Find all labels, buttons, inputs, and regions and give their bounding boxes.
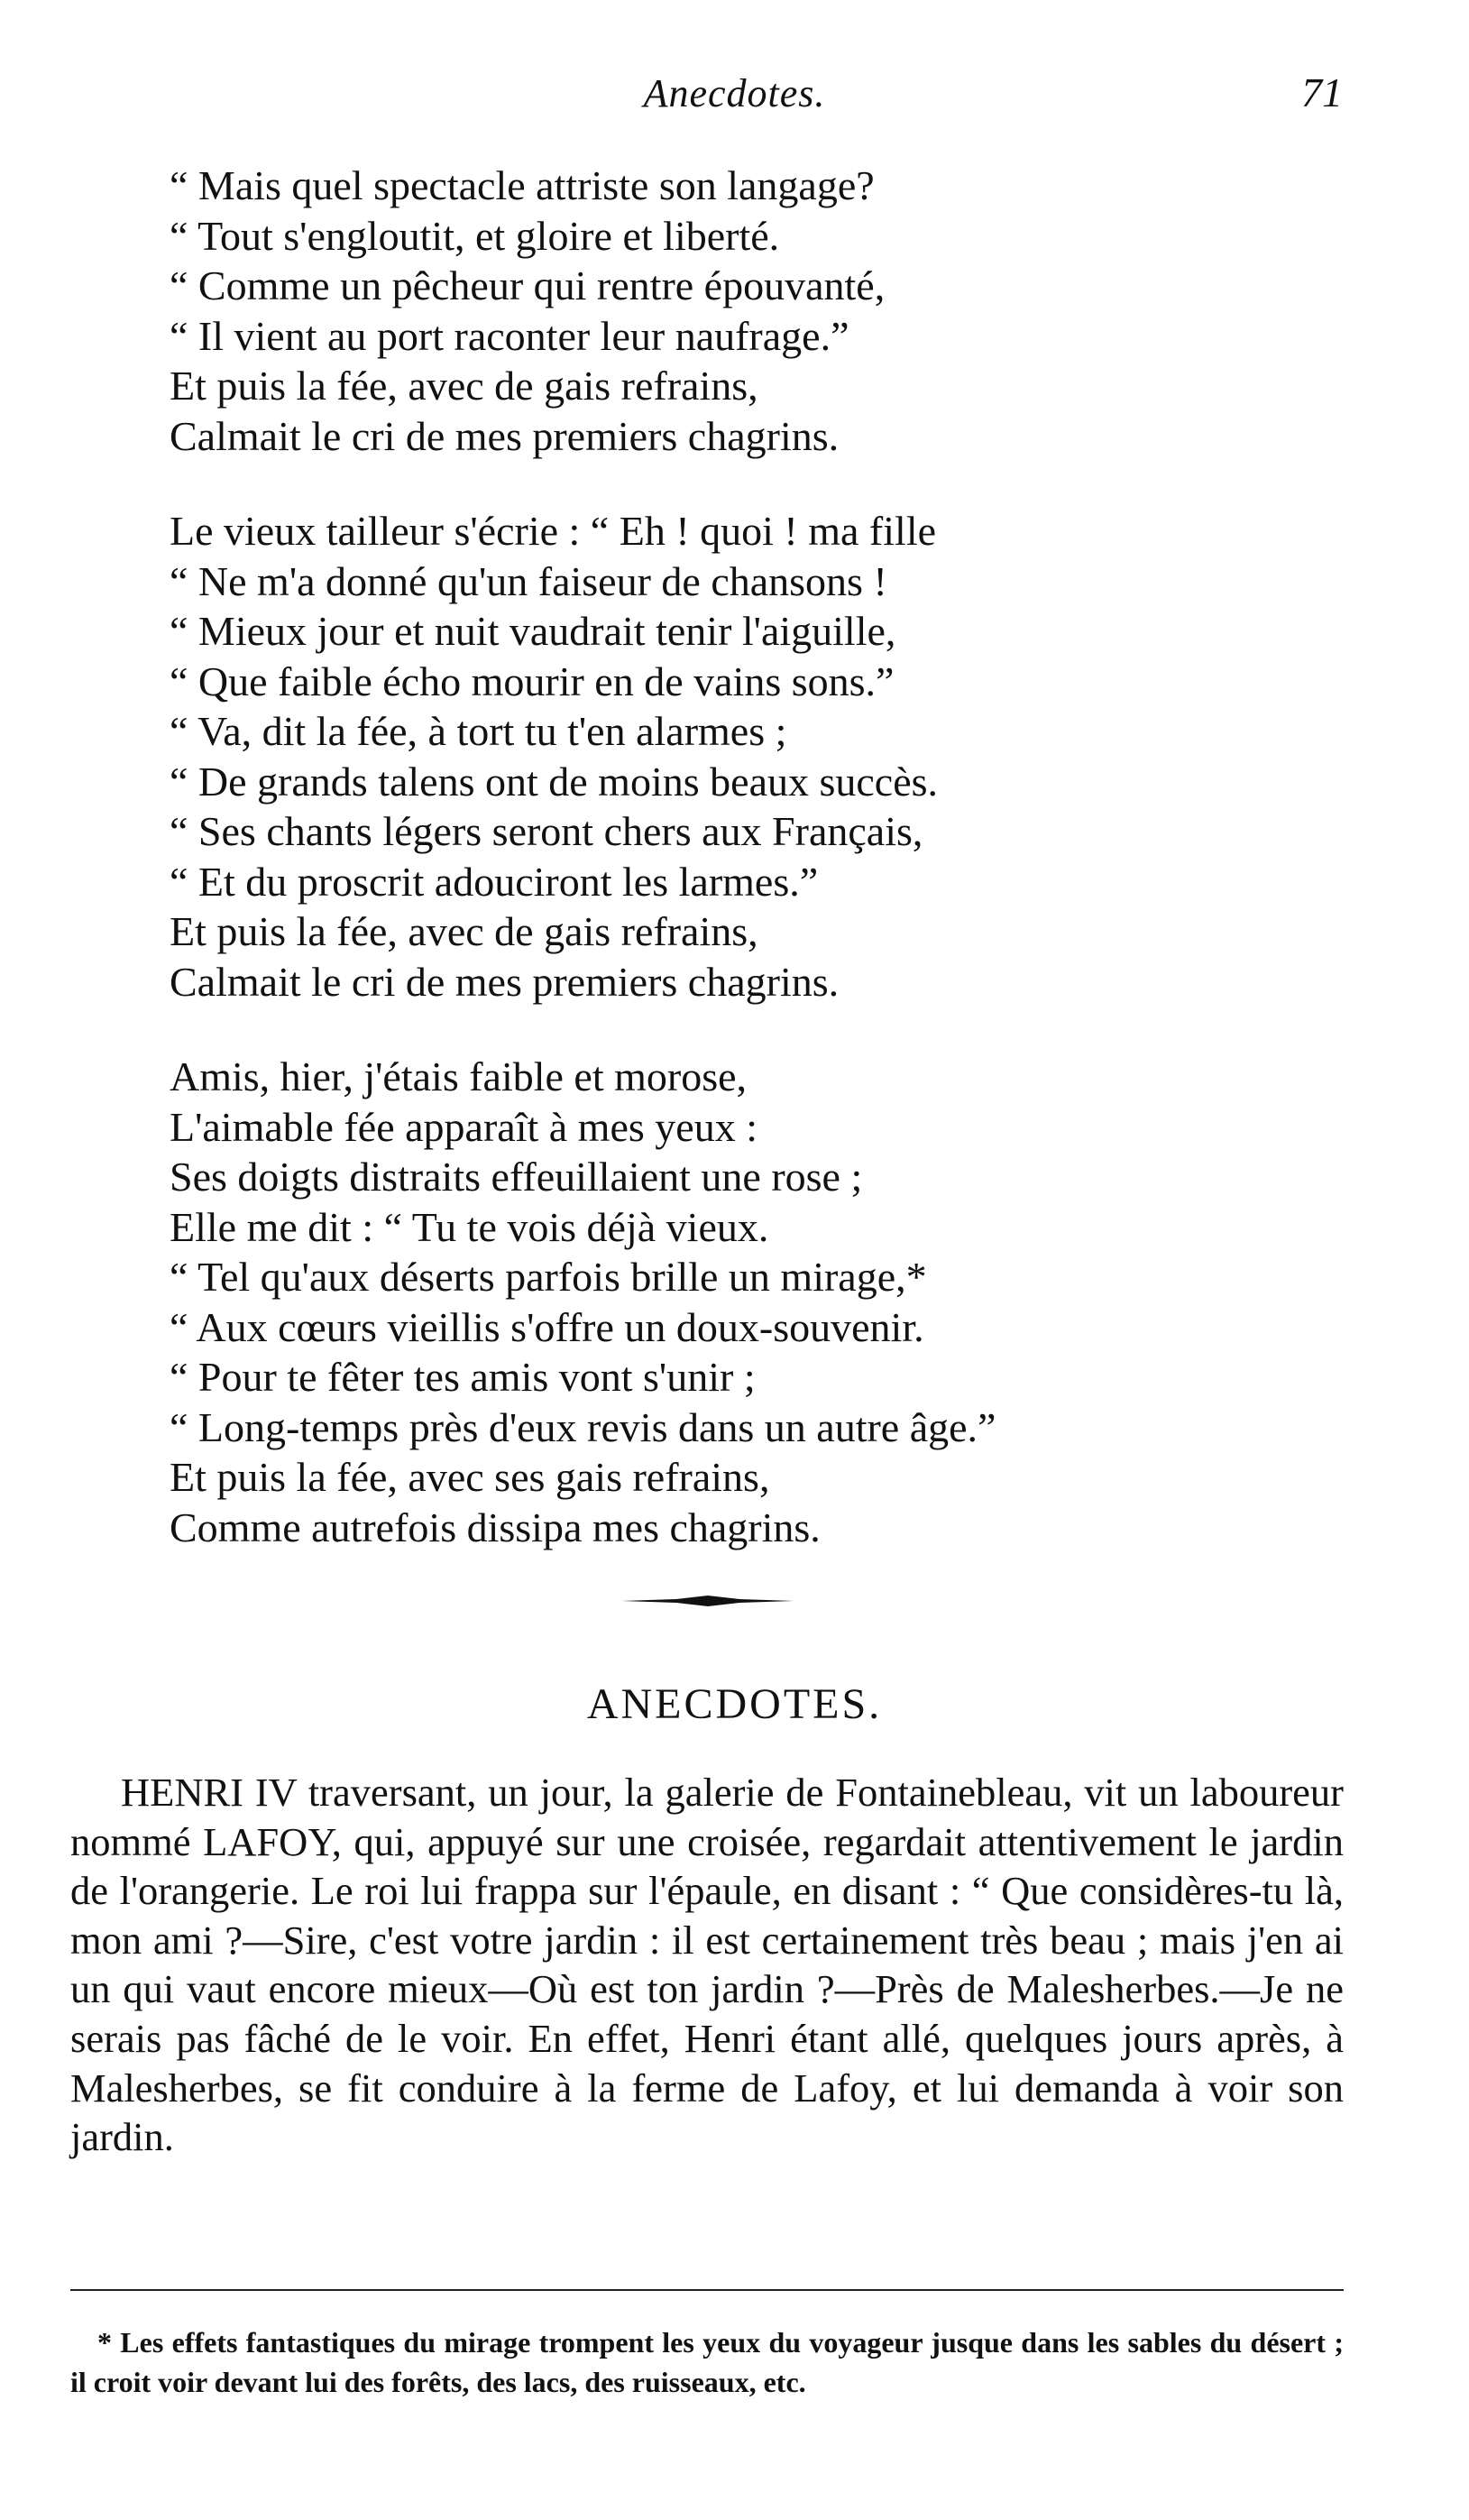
verse-line: “ De grands talens ont de moins beaux succès. [170,758,939,805]
verse-line: Et puis la fée, avec ses gais refrains, [170,1454,770,1500]
verse-line: “ Ses chants légers seront chers aux Français, [170,808,923,854]
verse-line: “ Que faible écho mourir en de vains sons.” [170,658,895,704]
verse-line: Et puis la fée, avec de gais refrains, [170,363,758,409]
verse-line: Calmait le cri de mes premiers chagrins. [170,412,840,459]
verse-line: “ Ne m'a donné qu'un faiseur de chansons ! [170,557,887,604]
verse-line: “ Long-temps près d'eux revis dans un autre âge.” [170,1403,996,1450]
verse-line: “ Va, dit la fée, à tort tu t'en alarmes ; [170,708,787,754]
verse-line: Le vieux tailleur s'écrie : “ Eh ! quoi ! ma fille [170,508,937,554]
verse-line: “ Il vient au port raconter leur naufrage.” [170,312,849,359]
section-title: ANECDOTES. [586,1680,883,1728]
verse-line: Et puis la fée, avec de gais refrains, [170,908,758,954]
verse-line: “ Tel qu'aux déserts parfois brille un mirage,* [170,1254,927,1300]
stanza-1 [170,161,1360,461]
verse-line: Comme autrefois dissipa mes chagrins. [170,1504,821,1550]
footnote-rule [70,2289,1344,2291]
poem [170,161,1360,1597]
anecdote-paragraph: HENRI IV traversant, un jour, la galerie de Fontainebleau, vit un laboureur nommé LAFOY, qui, appuyé sur une croisée, regardait attentivement le jardin de l'orangerie. Le roi lui frappa sur l'épaule, en disant : “ Que considères-tu là, mon ami ?—Sire, c'est votre jardin : il est certainement très beau ; mais j'en ai un qui vaut encore mieux—Où est ton jardin ?—Près de Malesherbes.—Je ne serais pas fâché de le voir. En effet, Henri étant allé, quelques jours après, à Malesherbes, se fit conduire à la ferme de Lafoy, et lui demanda à voir son jardin. [70,1770,1344,2160]
verse-line: Ses doigts distraits effeuillaient une rose ; [170,1154,863,1200]
verse-line: “ Aux cœurs vieillis s'offre un doux-souvenir. [170,1303,924,1350]
verse-line: “ Mieux jour et nuit vaudrait tenir l'aiguille, [170,608,896,654]
running-title: Anecdotes. [643,71,826,115]
section-divider-ornament [622,1595,794,1607]
stanza-3 [170,1052,1360,1552]
verse-line: “ Mais quel spectacle attriste son langage? [170,162,875,208]
verse-line: Calmait le cri de mes premiers chagrins. [170,958,840,1005]
footnote: * Les effets fantastiques du mirage trompent les yeux du voyageur jusque dans les sables du désert ; il croit voir devant lui des forêts, des lacs, des ruisseaux, etc. [70,2326,1344,2398]
verse-line: Elle me dit : “ Tu te vois déjà vieux. [170,1203,769,1250]
verse-line: “ Pour te fêter tes amis vont s'unir ; [170,1354,756,1400]
verse-line: “ Comme un pêcheur qui rentre épouvanté, [170,262,886,308]
page-number: 71 [1301,69,1343,115]
verse-line: Amis, hier, j'étais faible et morose, [170,1053,748,1099]
verse-line: “ Et du proscrit adouciront les larmes.” [170,858,819,905]
stanza-2 [170,506,1360,1007]
verse-line: “ Tout s'engloutit, et gloire et liberté. [170,212,780,259]
verse-line: L'aimable fée apparaît à mes yeux : [170,1103,757,1150]
running-head [0,63,1469,126]
